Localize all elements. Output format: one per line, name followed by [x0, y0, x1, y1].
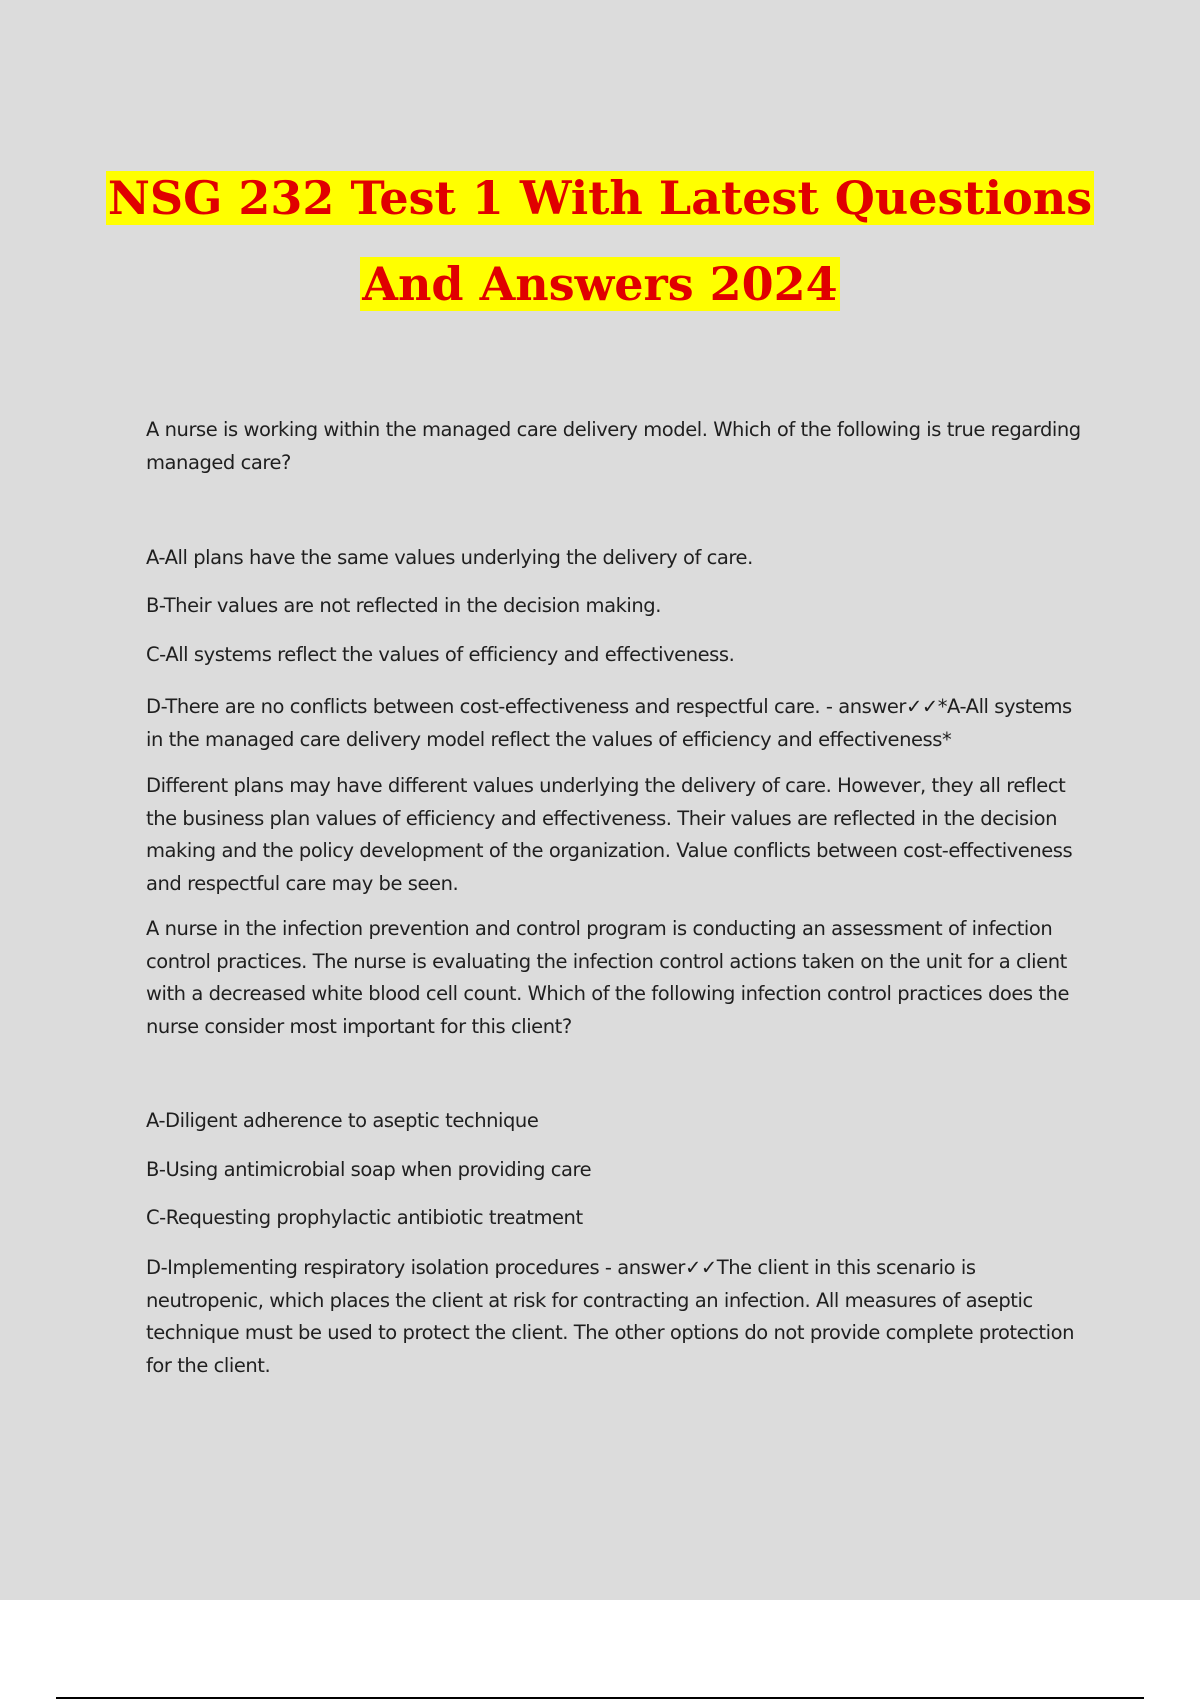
- footer-divider: [56, 1697, 1144, 1699]
- q2-option-c: C-Requesting prophylactic antibiotic treatment: [146, 1206, 583, 1229]
- title-highlight-1: NSG 232 Test 1 With Latest Questions: [107, 171, 1093, 225]
- document-title-line-1: [0, 172, 1200, 224]
- q2-option-b: B-Using antimicrobial soap when providing care: [146, 1158, 592, 1181]
- q1-option-c: C-All systems reflect the values of efficiency and effectiveness.: [146, 643, 735, 666]
- title-highlight-2: And Answers 2024: [362, 257, 838, 311]
- q2-option-a: A-Diligent adherence to aseptic technique: [146, 1109, 539, 1132]
- q1-option-b: B-Their values are not reflected in the decision making.: [146, 594, 661, 617]
- q1-stem: A nurse is working within the managed care delivery model. Which of the following is true regarding managed care?: [146, 418, 1081, 474]
- document-title-line-2: [0, 258, 1200, 310]
- q1-option-d-answer: D-There are no conflicts between cost-effectiveness and respectful care. - answer✓✓*A-All systems in the managed care delivery model reflect the values of efficiency and effectiveness*: [146, 695, 1072, 751]
- q1-option-a: A-All plans have the same values underlying the delivery of care.: [146, 546, 753, 569]
- q2-option-d-answer: D-Implementing respiratory isolation procedures - answer✓✓The client in this scenario is neutropenic, which places the client at risk for contracting an infection. All measures of aseptic technique must be used to protect the client. The other options do not provide complete protection for the client.: [146, 1256, 1074, 1377]
- q2-stem: A nurse in the infection prevention and control program is conducting an assessment of infection control practices. The nurse is evaluating the infection control actions taken on the unit for a client with a decreased white blood cell count. Which of the following infection control practices does the nurse consider most important for this client?: [146, 917, 1070, 1038]
- q1-rationale: Different plans may have different values underlying the delivery of care. However, they all reflect the business plan values of efficiency and effectiveness. Their values are reflected in the decision making and the policy development of the organization. Value conflicts between cost-effectiveness and respectful care may be seen.: [146, 774, 1073, 895]
